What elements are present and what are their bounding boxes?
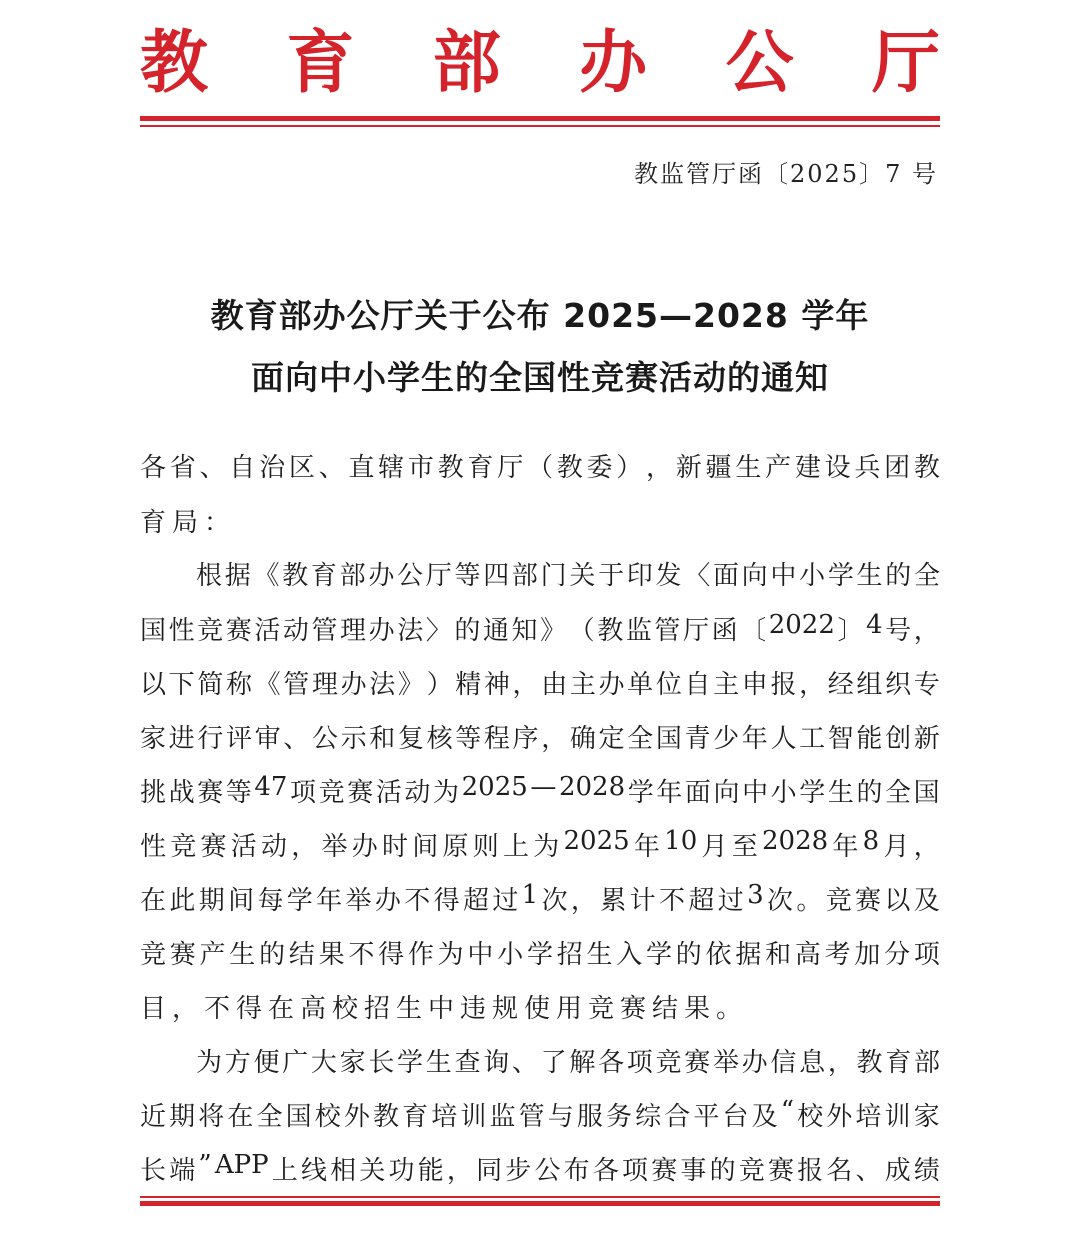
body-line: 育局： — [140, 508, 237, 538]
masthead — [140, 12, 940, 102]
red-divider-thin — [140, 1196, 940, 1198]
red-divider-thick — [140, 1201, 940, 1206]
masthead-char: 育 — [286, 22, 355, 103]
body-line: 近 期 将 在 全 国 校 外 教 育 培 训 监 管 与 服 务 综 合 平 台 及 “ 校 外 培 训 家 — [140, 1096, 940, 1132]
body-line: 国 性 竞 赛 活 动 管 理 办 法 〉 的 通 知 》 （ 教 监 管 厅 函 〔 2022 〕 4 号 ， — [140, 610, 940, 646]
body-line: 性 竞 赛 活 动 ， 举 办 时 间 原 则 上 为 2025 年 10 月 至 2028 年 8 月 ， — [140, 826, 940, 862]
body-line: 各 省 、 自 治 区 、 直 辖 市 教 育 厅 （ 教 委 ） ， 新 疆 生 产 建 设 兵 团 教 — [140, 453, 940, 483]
document-title-line-2: 面向中小学生的全国性竞赛活动的通知 — [251, 358, 829, 397]
masthead-char: 部 — [432, 22, 501, 103]
body-line: 竞 赛 产 生 的 结 果 不 得 作 为 中 小 学 招 生 入 学 的 依 据 和 高 考 加 分 项 — [140, 940, 940, 970]
masthead-char: 公 — [725, 22, 794, 103]
masthead-char: 办 — [579, 22, 648, 103]
body-line: 在 此 期 间 每 学 年 举 办 不 得 超 过 1 次 ， 累 计 不 超 过 3 次 。 竞 赛 以 及 — [140, 880, 940, 916]
body-line: 为 方 便 广 大 家 长 学 生 查 询 、 了 解 各 项 竞 赛 举 办 信 息 ， 教 育 部 — [196, 1048, 940, 1078]
document-number: 教监管厅函〔2025〕7 号 — [634, 160, 938, 188]
body-line: 长 端 ” APP 上 线 相 关 功 能 ， 同 步 公 布 各 项 赛 事 的 竞 赛 报 名 、 成 绩 — [140, 1150, 940, 1186]
body-line: 目，不得在高校招生中违规使用竞赛结果。 — [140, 994, 749, 1024]
body-line: 以 下 简 称 《 管 理 办 法 》 ） 精 神 ， 由 主 办 单 位 自 主 申 报 ， 经 组 织 专 — [140, 670, 940, 700]
masthead-char: 教 — [140, 22, 209, 103]
red-divider-thick — [140, 116, 940, 121]
body-line: 家 进 行 评 审 、 公 示 和 复 核 等 程 序 ， 确 定 全 国 青 少 年 人 工 智 能 创 新 — [140, 724, 940, 754]
document-title-line-1: 教育部办公厅关于公布 2025—2028 学年 — [210, 296, 870, 335]
body-line: 挑 战 赛 等 47 项 竞 赛 活 动 为 2025 — 2028 学 年 面 向 中 小 学 生 的 全 国 — [140, 772, 940, 808]
body-line: 根 据 《 教 育 部 办 公 厅 等 四 部 门 关 于 印 发 〈 面 向 中 小 学 生 的 全 — [196, 561, 940, 591]
masthead-char: 厅 — [871, 22, 940, 103]
red-divider-thin — [140, 125, 940, 127]
